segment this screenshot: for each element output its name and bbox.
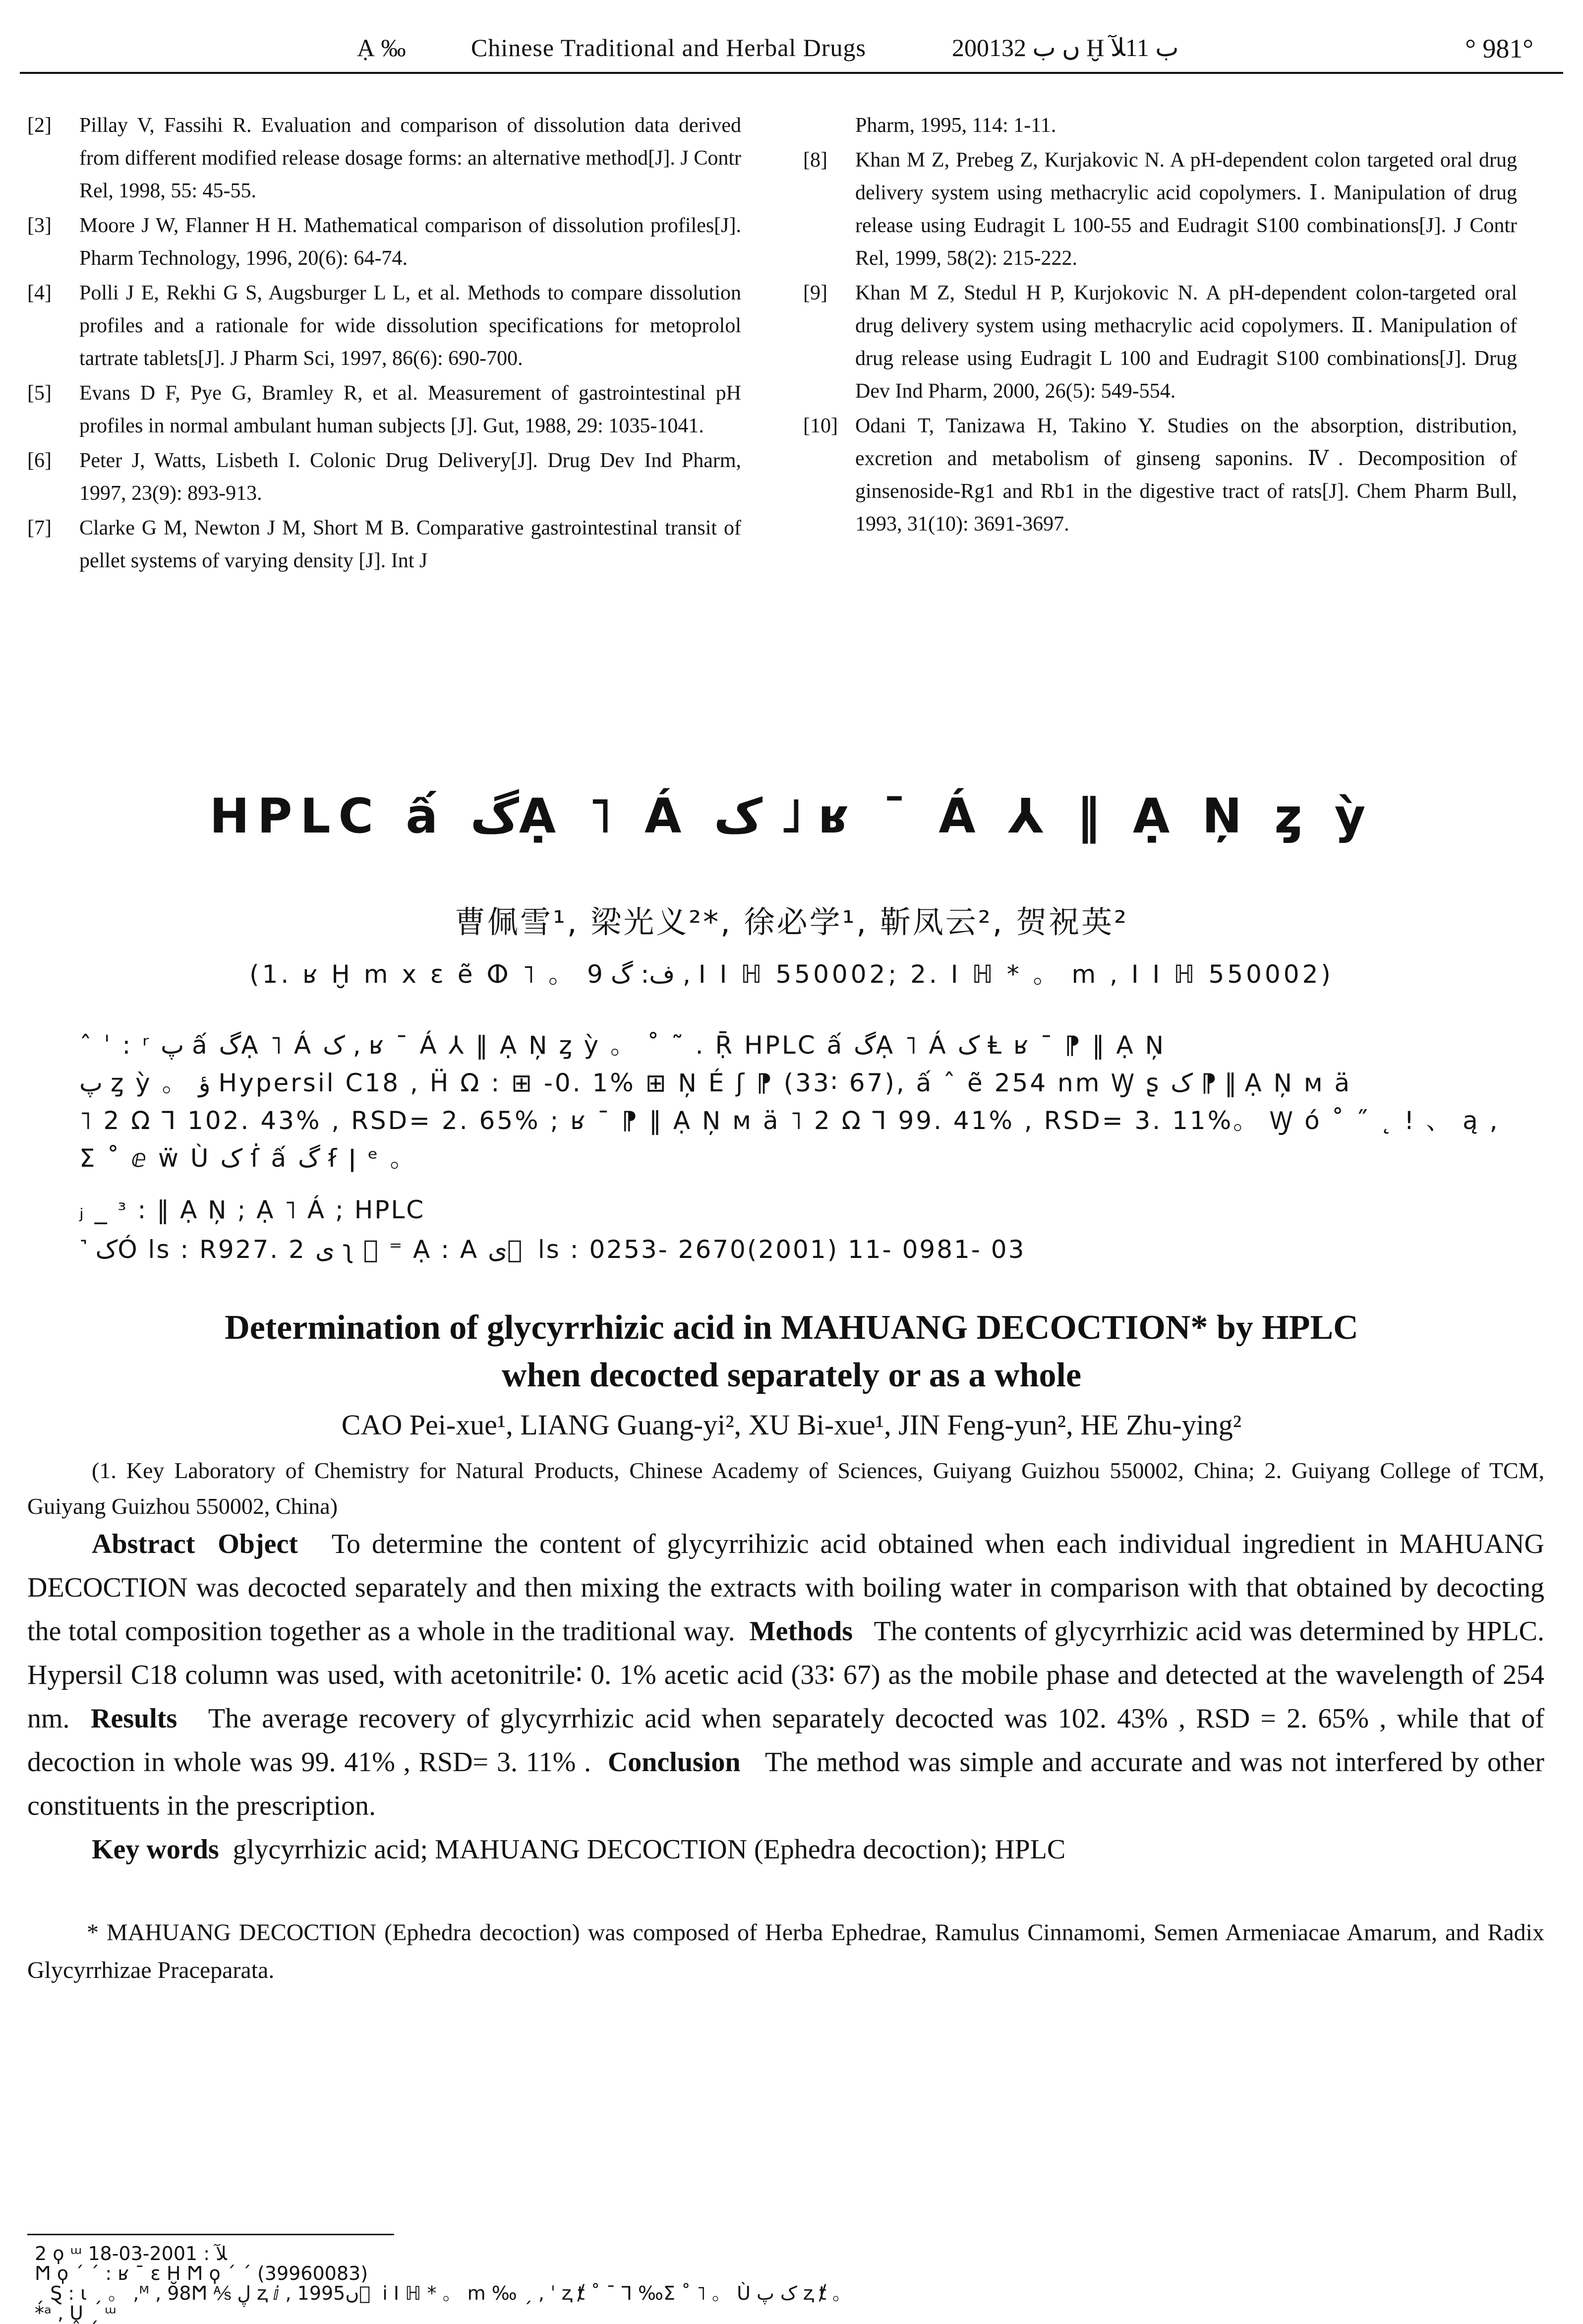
english-title-line-1: Determination of glycyrrhizic acid in MAHUANG DECOCTION* by HPLC <box>225 1309 1358 1347</box>
results-text: The average recovery of glycyrrhizic acid when separately decocted was 102. 43% , RSD = 2. 65% , while that of decoction in whole was 99. 41% , RSD= 3. 11% . <box>27 1703 1544 1778</box>
footnote-line: 2 ϙ ᵚ ﻶ : 2001-03-18 <box>35 2243 227 2264</box>
reference-item: [7] Clarke G M, Newton J M, Short M B. Comparative gastrointestinal transit of pellet systems of varying density [J]. Int J <box>27 517 741 572</box>
journal-name: Chinese Traditional and Herbal Drugs <box>471 34 867 61</box>
chinese-affiliation: (1. ʁ Ḫ m x ε ẽ ⵀ ˥ 。 ف: گ 9 , I I ℍ 550002; 2. I ℍ * 。 m , I I ℍ 550002) <box>249 960 1334 989</box>
footnotes <box>35 2244 1522 2323</box>
footnote-rule <box>27 2234 394 2235</box>
reference-item: [5] Evans D F, Pye G, Bramley R, et al. Measurement of gastrointestinal pH profiles in normal ambulant human subjects [J]. Gut, 1988, 29: 1035-1041. <box>27 382 741 437</box>
english-title-line-2: when decocted separately or as a whole <box>501 1356 1082 1394</box>
chinese-keywords: ⱼ _ ᶟ : ‖ Ạ Ņ ; Ạ ˥ Á ; HPLC <box>79 1195 425 1224</box>
title-footnote: * MAHUANG DECOCTION (Ephedra decoction) was composed of Herba Ephedrae, Ramulus Cinnamomi, Semen Armeniacae Amarum, and Radix Glycyrrhizae Praceparata. <box>27 1919 1544 1983</box>
reference-item: Pharm, 1995, 114: 1-11. <box>855 114 1056 137</box>
footnote-line: ˏ Ȿ : ι ˏ 。 ,ᴹ , 98Ϻ ⅍ ڸ ⱬ ⅈ , 1995ں ⃞ ⅰ I ℍ * 。 m ‰ ˏ , ˈ ⱬ ⱦ ˚ ¯ ⅂ ‰Σ ˚ ˥ 。 Ù ک پ ⱬ ⱦ 。 <box>35 2282 851 2304</box>
keywords-paragraph <box>27 1828 1544 1871</box>
reference-item: [10] Odani T, Tanizawa H, Takino Y. Studies on the absorption, distribution, excretion and metabolism of ginseng saponins. Ⅳ. Decomposition of ginsenoside-Rg1 and Rb1 in the digestive tract of rats[J]. Chem Pharm Bull, 1993, 31(10): 3691-3697. <box>803 415 1517 536</box>
methods-label: Methods <box>749 1616 853 1647</box>
header-mark: Ạ ‰ <box>357 34 406 61</box>
reference-item: [2] Pillay V, Fassihi R. Evaluation and comparison of dissolution data derived from different modified release dosage forms: an alternative method[J]. J Contr Rel, 1998, 55: 45-55. <box>27 114 741 202</box>
classification-codes: ˺ کÓ ls : R927. 2 ى ʅ ⃞ ⁼ Ạ : A ى ⃞ ls : 0253- 2670(2001) 11- 0981- 03 <box>79 1235 1026 1264</box>
footnote-line: *ᵃ , Ṷ ˏ ᵚ <box>35 2302 117 2324</box>
english-affiliation: (1. Key Laboratory of Chemistry for Natural Products, Chinese Academy of Sciences, Guiyang Guizhou 550002, China; 2. Guiyang College of TCM, Guiyang Guizhou 550002, China) <box>27 1458 1544 1519</box>
footnote-line: Ϻ ϙ ˊ ˊ : ʁ ˉ ε Ḫ Ϻ ϙ ˊ ˊ (39960083) <box>35 2263 368 2284</box>
reference-item: [6] Peter J, Watts, Lisbeth I. Colonic Drug Delivery[J]. Drug Dev Ind Pharm, 1997, 23(9): 893-913. <box>27 449 741 505</box>
object-text: To determine the content of glycyrrihizic acid obtained when each individual ingredient in MAHUANG DECOCTION was decocted separately and then mixing the extracts with boiling water in comparison with that obtained by decocting the total composition together as a whole in the traditional way. <box>27 1529 1545 1647</box>
conclusion-text: The method was simple and accurate and was not interfered by other constituents in the prescription. <box>27 1747 1544 1821</box>
issue-info: 2001ں ب 32 Ḫ ب 11ﻶ <box>952 34 1179 61</box>
keywords-text: glycyrrhizic acid; MAHUANG DECOCTION (Ephedra decoction); HPLC <box>233 1834 1066 1865</box>
references-left-column <box>27 109 741 579</box>
references-right-column <box>803 109 1517 542</box>
reference-item: [9] Khan M Z, Stedul H P, Kurjokovic N. A pH-dependent colon-targeted oral drug delivery system using methacrylic acid copolymers. Ⅱ. Manipulation of drug release using Eudragit L 100 and Eudragit S100 combinations[J]. Drug Dev Ind Pharm, 2000, 26(5): 549-554. <box>803 282 1517 403</box>
results-label: Results <box>91 1703 177 1734</box>
abstract-paragraph <box>27 1522 1544 1828</box>
english-title <box>0 1304 1583 1399</box>
conclusion-label: Conclusion <box>607 1747 741 1778</box>
reference-item: [3] Moore J W, Flanner H H. Mathematical comparison of dissolution profiles[J]. Pharm Technology, 1996, 20(6): 64-74. <box>27 214 741 270</box>
keywords-label: Key words <box>92 1834 219 1865</box>
chinese-abstract <box>79 1026 1517 1177</box>
abstract-label: Abstract <box>92 1529 195 1559</box>
object-label: Object <box>218 1529 298 1559</box>
abstract-line: ˥ 2 Ω ⅂ 102. 43% , RSD= 2. 65% ; ʁ ¯ ⁋ ‖ Ạ Ņ ᴍ ä ˥ 2 Ω ⅂ 99. 41% , RSD= 3. 11%。 Ꝡ ó ˚ ˝ ˛ ! 、 ą , <box>79 1106 1500 1135</box>
reference-item: [4] Polli J E, Rekhi G S, Augsburger L L, et al. Methods to compare dissolution profiles and a rationale for wide dissolution specifications for metoprolol tartrate tablets[J]. J Pharm Sci, 1997, 86(6): 690-700. <box>27 282 741 370</box>
chinese-title: HPLC ấ گẠ ˥ Á ک ˩ ʁ ¯ Á ⅄ ‖ Ạ Ņ ȥ ỳ <box>209 788 1374 844</box>
english-authors: CAO Pei-xue¹, LIANG Guang-yi², XU Bi-xue¹, JIN Feng-yun², HE Zhu-ying² <box>341 1409 1242 1441</box>
page-number: ° 981° <box>1465 34 1533 63</box>
abstract-line: Σ ˚ ⅇ ẅ Ù ک ẛ ấ گ ẜ ǀ ᵉ 。 <box>79 1144 417 1173</box>
header-rule <box>20 72 1563 74</box>
abstract-line: ˆ ˈ : ʳ پ ấ گẠ ˥ Á ک , ʁ ¯ Á ⅄ ‖ Ạ Ņ ȥ ỳ 。 ˚ ˜ . Ṝ HPLC ấ گẠ ˥ Á ک Ⱡ ʁ ¯ ⁋ ‖ Ạ Ņ <box>79 1031 1166 1060</box>
english-abstract <box>27 1522 1544 1871</box>
chinese-authors: 曹佩雪¹, 梁光义²*, 徐必学¹, 靳凤云², 贺祝英² <box>455 904 1128 940</box>
methods-text: The contents of glycyrrhizic acid was determined by HPLC. Hypersil C18 column was used, with acetonitrile∶ 0. 1% acetic acid (33∶ 67) as the mobile phase and detected at the wavelength of 254 nm. <box>27 1616 1544 1734</box>
chinese-meta <box>79 1190 1517 1269</box>
reference-item: [8] Khan M Z, Prebeg Z, Kurjakovic N. A pH-dependent colon targeted oral drug delivery system using methacrylic acid copolymers. Ⅰ. Manipulation of drug release using Eudragit L 100-55 and Eudragit S100 combinations[J]. J Contr Rel, 1999, 58(2): 215-222. <box>803 149 1517 270</box>
running-header <box>20 27 1563 67</box>
abstract-line: پ ȥ ỳ 。 ؤ Hypersil C18 , Ḧ Ω : ⊞ -0. 1% ⊞ Ņ É ʃ ⁋ (33∶ 67), ấ ˆ ẽ 254 nm Ꝡ ʂ ک ⁋ ‖ Ạ Ņ ᴍ ä <box>79 1069 1352 1097</box>
